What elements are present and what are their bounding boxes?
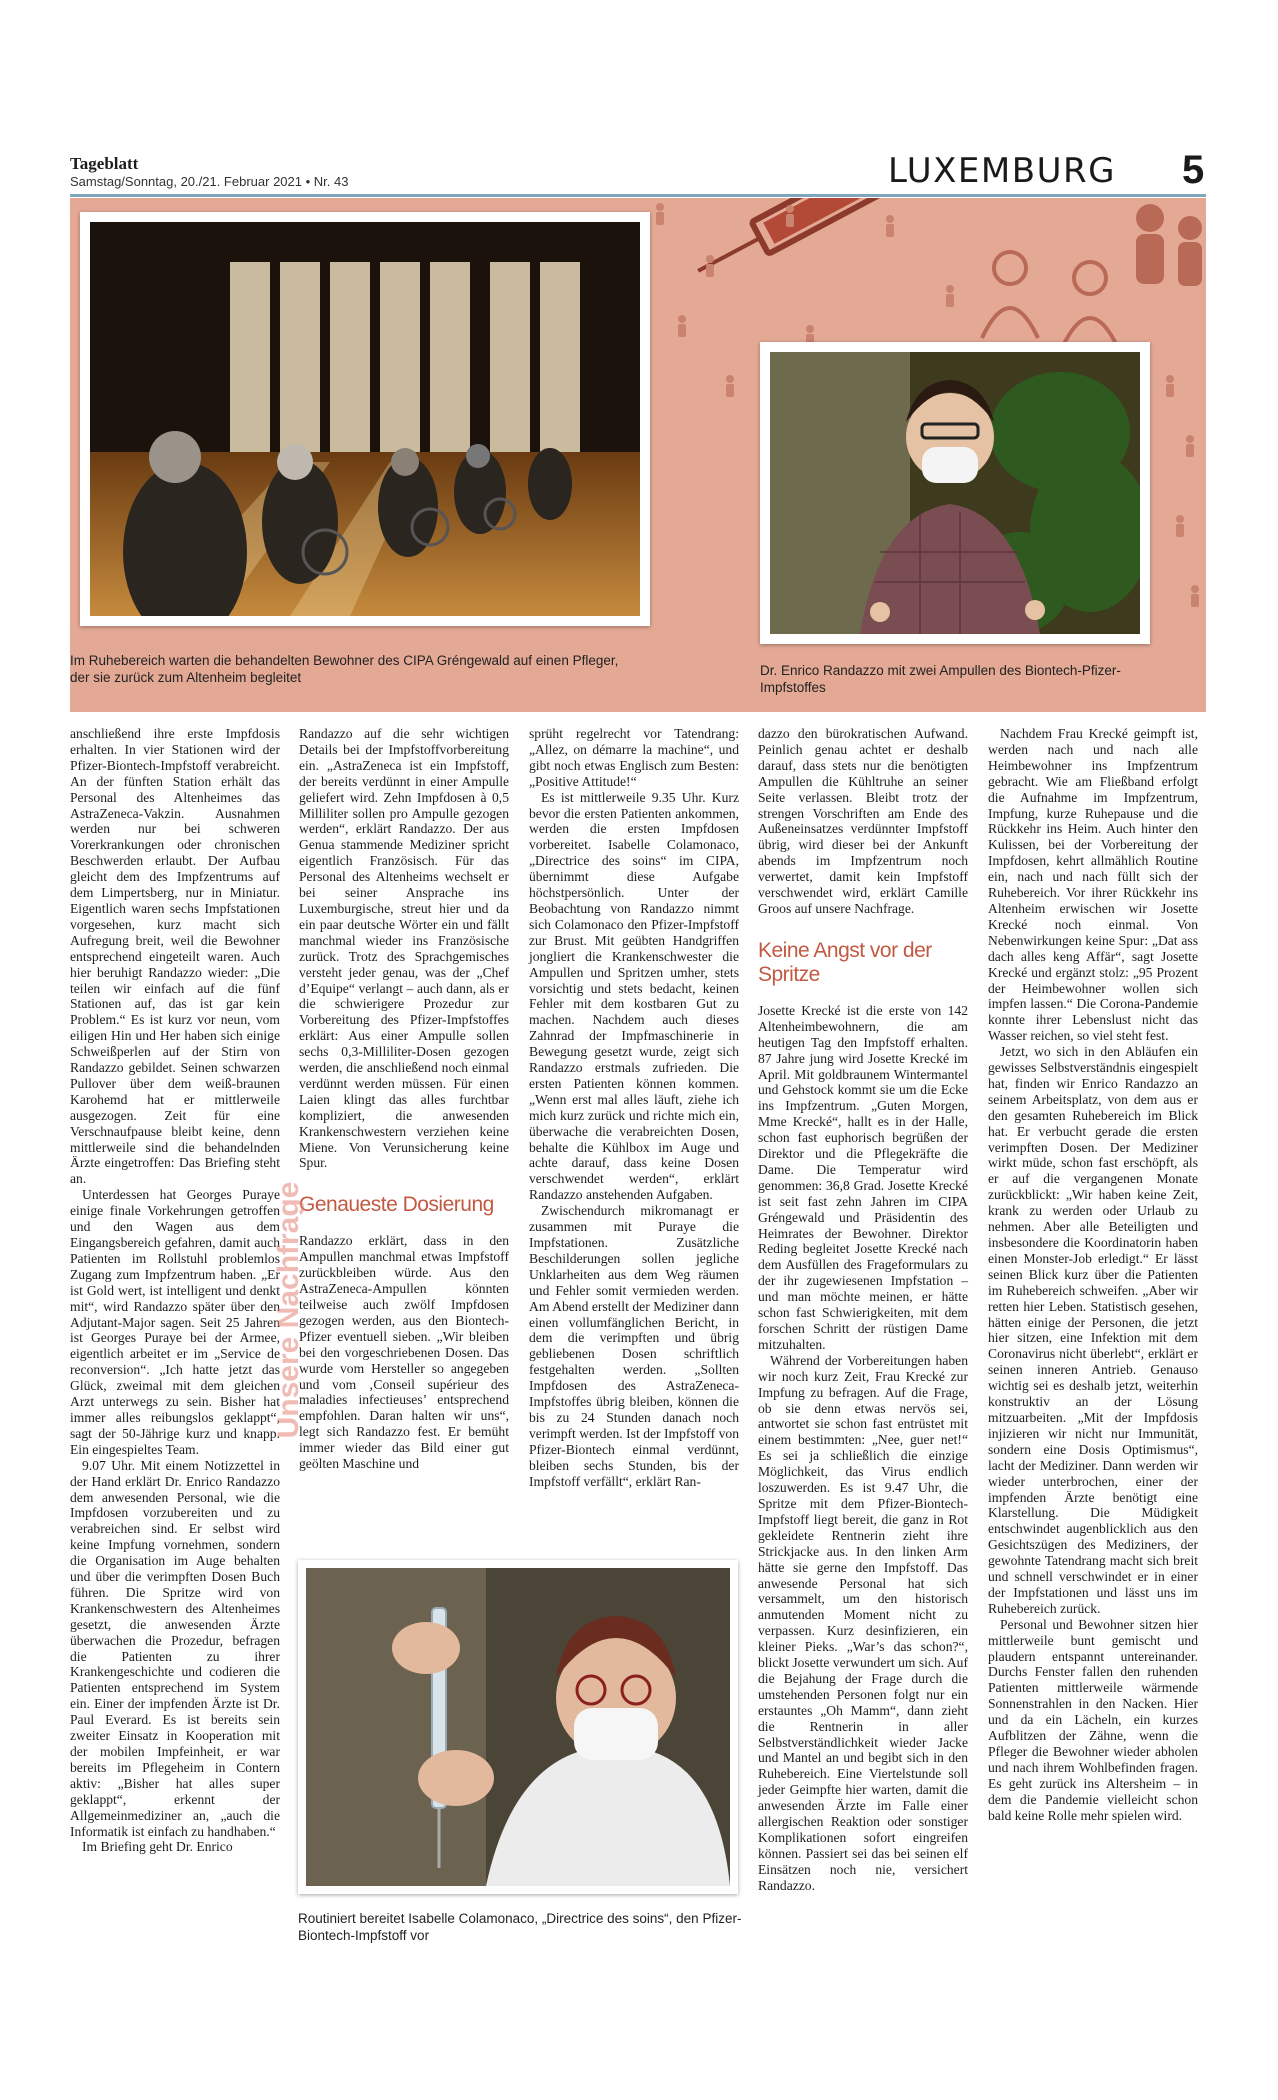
page-number: 5: [1182, 148, 1205, 192]
paragraph: Unterdessen hat Georges Puraye einige finale Vorkehrungen getroffen und den Wagen aus dem Eingangsbereich gefahren, damit auch Patienten im Rollstuhl problemlos Zugang zum Impfzentrum haben. „Er ist Gold wert, ist intelligent und denkt mit“, wird Randazzo später über den Adjutant-Major sagen. Seit 25 Jahren ist Georges Puraye bei der Armee, eigentlich arbeitet er im „Service de reconversion“. „Ich hatte jetzt das Glück, zweimal mit dem gleichen Arzt unterwegs zu sein. Bisher hat immer alles reibungslos geklappt“, sagt der 50-Jährige kurz und knapp. Ein eingespieltes Team.: [70, 1187, 280, 1457]
paragraph: Jetzt, wo sich in den Abläufen ein gewisses Selbstverständnis eingespielt hat, finden wir Enrico Randazzo an seinem Arbeitsplatz, von dem aus er den gesamten Ruhebereich im Blick hat. Er verbucht gerade die ersten verimpften Dosen. Der Mediziner wirkt müde, schon fast erschöpft, als er auf die vergangenen Monate zurückblickt: „Wir haben keine Zeit, krank zu werden oder Urlaub zu nehmen. Aber alle Beteiligten und insbesondere die Koordinatorin haben einen Monster-Job erledigt.“ Er lässt seinen Blick kurz über die Patienten im Ruhebereich schweifen. „Aber wir retten hier Leben. Statistisch gesehen, hätten einige der Personen, die jetzt hier sitzen, eine Infektion mit dem Coronavirus nicht überlebt“, erklärt er seinen inneren Antrieb. Genauso wichtig sei es deshalb jetzt, weiterhin konstruktiv an der Lösung mitzuarbeiten. „Mit der Impfdosis injizieren wir nicht nur Immunität, sondern eine Dosis Optimismus“, lacht der Mediziner. Dann werden wir wieder unterbrochen, einer der impfenden Ärzte benötigt eine Klarstellung. Die Müdigkeit entschwindet augenblicklich aus den Gesichtszügen des Mediziners, der gewohnte Tatendrang macht sich breit und schnell verschwindet er in einer der Impfstationen und lässt uns im Ruhebereich zurück.: [988, 1044, 1198, 1616]
subheading-keine-angst: Keine Angst vor der Spritze: [758, 938, 932, 986]
paragraph: dazzo den bürokratischen Aufwand. Peinlich genau achtet er deshalb darauf, dass stets nur die benötigten Ampullen die Kühltruhe an seiner Seite verlassen. Bleibt trotz der strengen Vorschriften am Ende des Außeneinsatzes verdünnter Impfstoff übrig, wird dieser bei der Ankunft abends im Impfzentrum noch verwertet, damit kein Impfstoff verschwendet wird, erklärt Camille Groos auf unsere Nachfrage.: [758, 726, 968, 916]
photo-nurse: [298, 1560, 738, 1894]
syringe-icon: [688, 198, 1035, 290]
newspaper-name: Tageblatt: [70, 154, 139, 173]
paragraph: anschließend ihre erste Impfdosis erhalten. In vier Stationen wird der Pfizer-Biontech-Impfstoff verabreicht. An der fünften Station erhält das Personal des Altenheimes das AstraZeneca-Vakzin. Ausnahmen werden nur bei schweren Vorerkrankungen oder chronischen Beschwerden erlaubt. Der Aufbau gleicht dem des Impfzentrums auf dem Limpertsberg, nur in Miniatur. Eigentlich waren sechs Impfstationen vorgesehen, kurz macht sich Aufregung breit, weil die Bewohner entsprechend eingeteilt waren. Auch hier beruhigt Randazzo wieder: „Die teilen wir einfach auf die fünf Stationen auf, das ist gar kein Problem.“ Es ist kurz vor neun, vom eiligen Hin und Her haben sich einige Schweißperlen auf der Stirn von Randazzo gebildet. Seinen schwarzen Pullover über dem weiß-braunen Karohemd hat er mittlerweile ausgezogen. Zeit für eine Verschnaufpause bleibt keine, denn mittlerweile sind die behandelnden Ärzte eingetroffen: Das Briefing steht an.: [70, 726, 280, 1187]
article-column-3: [529, 726, 739, 1490]
paragraph: Es ist mittlerweile 9.35 Uhr. Kurz bevor die ersten Patienten ankommen, werden die ersten Impfdosen vorbereitet. Isabelle Colamonaco, „Directrice des soins“ im CIPA, übernimmt diese Aufgabe höchstpersönlich. Unter der Beobachtung von Randazzo nimmt sich Colamonaco den Pfizer-Impfstoff zur Brust. Mit geübten Handgriffen jongliert die Krankenschwester die Ampullen und Spritzen umher, stets vorsichtig und stets bedacht, keinen Fehler mit dem kostbaren Gut zu machen. Nachdem auch dieses Zahnrad der Impfmaschinerie in Bewegung gesetzt wurde, zeigt sich Randazzo erstmals zufrieden. Die ersten Patienten können kommen. „Wenn erst mal alles läuft, ziehe ich mich kurz zurück und richte mich ein, überwache die verabreichten Dosen, behalte die Kühlbox im Auge und achte darauf, dass keine Dosen verschwendet werden“, erklärt Randazzo anstehenden Aufgaben.: [529, 789, 739, 1203]
issue-date: Samstag/Sonntag, 20./21. Februar 2021 • Nr. 43: [70, 174, 349, 189]
caption-resting-area: Im Ruhebereich warten die behandelten Bewohner des CIPA Gréngewald auf einen Pfleger, der sie zurück zum Altenheim begleitet: [70, 653, 619, 685]
doctor-portrait-photo-icon: [770, 352, 1140, 634]
paragraph: Im Briefing geht Dr. Enrico: [82, 1839, 233, 1855]
resting-area-photo-icon: [90, 222, 640, 616]
paragraph: 9.07 Uhr. Mit einem Notizzettel in der Hand erklärt Dr. Enrico Randazzo dem anwesenden Personal, wie die Impfdosen vorzubereiten und zu verabreichen sind. Er selbst wird keine Impfung vornehmen, sondern die Organisation im Auge behalten und über die verimpften Dosen Buch führen. Die Spritze wird von Krankenschwestern des Altenheimes gesetzt, die anwesenden Ärzte überwachen die Prozedur, befragen die Patienten zu ihrer Krankengeschichte und codieren die Patienten entsprechend im System ein. Einer der impfenden Ärzte ist Dr. Paul Everard. Es ist bereits sein zweiter Einsatz in Kooperation mit der mobilen Impfeinheit, er war bereits im Pflegeheim in Contern aktiv: „Bisher hat alles super geklappt“, erkennt der Allgemeinmediziner an, „auch die Informatik ist einfach zu handhaben.“: [70, 1457, 280, 1839]
stamp-icon: [258, 1160, 338, 1460]
paragraph: Nachdem Frau Krecké geimpft ist, werden nach und nach alle Heimbewohner ins Impfzentrum gebracht. Wie am Fließband erfolgt die Aufnahme im Impfzentrum, Impfung, kurze Ruhepause und die Rückkehr ins Heim. Auch hinter den Kulissen, bei der Vorbereitung der Impfdosen, kehrt allmählich Routine ein, nach und nach füllt sich der Ruhebereich. Vor ihrer Rückkehr ins Altenheim erwischen wir Josette Krecké noch einmal. Von Nebenwirkungen keine Spur: „Dat ass dach alles keng Affär“, sagt Josette Krecké und ergänzt stolz: „95 Prozent der Heimbewohner wollen sich impfen lassen.“ Die Corona-Pandemie konnte ihrer Lebenslust nicht das Wasser reichen, so viel steht fest.: [988, 726, 1198, 1044]
paragraph: Randazzo auf die sehr wichtigen Details bei der Impfstoffvorbereitung ein. „AstraZeneca ist ein Impfstoff, der bereits verdünnt in einer Ampulle geliefert wird. Zehn Impfdosen à 0,5 Milliliter sollen pro Ampulle gezogen werden“, erklärt Randazzo. Der aus Genua stammende Mediziner spricht eigentlich Französisch. Für das Personal des Altenheims wechselt er bei seiner Ansprache ins Luxemburgische, streut hier und da ein paar deutsche Wörter ein und fällt manchmal wieder ins Französische zurück. Trotz des Sprachgemisches versteht jeder genau, was der „Chef d’Equipe“ verlangt – auch dann, als er die schwierigere Prozedur zur Vorbereitung des Pfizer-Impfstoffes erklärt: Aus einer Ampulle sollen sechs 0,3-Milliliter-Dosen gezogen werden, die anschließend noch einmal verdünnt werden müssen. Für einen Laien klingt das alles furchtbar kompliziert, die anwesenden Krankenschwestern verziehen keine Miene. Von Verunsicherung keine Spur.: [299, 726, 509, 1171]
paragraph: Personal und Bewohner sitzen hier mittlerweile bunt gemischt und plaudern entspannt untereinander. Durchs Fenster fallen den ruhenden Patienten mittlerweile wärmende Sonnenstrahlen in den Nacken. Hier und da ein Lächeln, ein kurzes Aufblitzen der Zähne, wenn die Pfleger die Bewohner wieder abholen und nach ihrem Wohlbefinden fragen. Es geht zurück ins Altersheim – in dem die Pandemie vielleicht schon bald keine Rolle mehr spielen wird.: [988, 1616, 1198, 1823]
caption-nurse: Routiniert bereitet Isabelle Colamonaco, „Directrice des soins“, den Pfizer-Biontech-Impfstoff vor: [298, 1911, 742, 1943]
paragraph: Randazzo erklärt, dass in den Ampullen manchmal etwas Impfstoff zurückbleiben würde. Aus den AstraZeneca-Ampullen könnten teilweise auch zwölf Impfdosen gezogen werden, aus den Biontech-Pfizer eventuell sieben. „Wir bleiben bei den vorgeschriebenen Dosen. Das wurde vom Hersteller so angegeben und vom ‚Conseil supérieur des maladies infectieuses’ entsprechend empfohlen. Daran halten wir uns“, legt sich Randazzo fest. Er bemüht immer wieder das Bild einer gut geölten Maschine und: [299, 1233, 509, 1472]
nurse-syringe-photo-icon: [306, 1568, 730, 1886]
article-column-4: [758, 726, 968, 1894]
article-column-5: [988, 726, 1198, 1824]
svg-text:Unsere Nachfrage: Unsere Nachfrage: [272, 1181, 305, 1439]
header-rule: [70, 194, 1206, 197]
stamp-watermark: [258, 1160, 338, 1460]
caption-doctor: Dr. Enrico Randazzo mit zwei Ampullen des Biontech-Pfizer-Impfstoffes: [760, 663, 1121, 695]
article-column-1: [70, 726, 280, 1855]
paragraph: sprüht regelrecht vor Tatendrang: „Allez, on démarre la machine“, und gibt noch etwas Englisch zum Besten: „Positive Attitude!“: [529, 726, 739, 789]
subheading-genaueste-dosierung: Genaueste Dosierung: [299, 1193, 494, 1217]
paragraph: Während der Vorbereitungen haben wir noch kurz Zeit, Frau Krecké zur Impfung zu befragen. Auf die Frage, ob sie denn etwas nervös sei, antwortet sie schon fast entrüstet mit einem bestimmten: „Nee, guer net!“ Es sei ja schließlich die einzige Möglichkeit, das Virus endlich loszuwerden. Es ist 9.47 Uhr, die Spritze mit dem Pfizer-Biontech-Impfstoff liegt bereit, die ganz in Rot gekleidete Rentnerin zieht ihre Strickjacke aus. In den linken Arm hätte sie gerne den Impfstoff. Das anwesende Personal hat sich versammelt, um den historisch anmutenden Moment nicht zu verpassen. Kurz desinfizieren, ein kleiner Pieks. „War’s das schon?“, blickt Josette verwundert um sich. Auf die Bejahung der Frage durch die umstehenden Personen folgt nur ein erstauntes „Oh Mamm“, dann zieht die Rentnerin in aller Selbstverständlichkeit wieder Jacke und Mantel an und begibt sich in den Ruhebereich. Eine Viertelstunde soll jeder Geimpfte hier warten, damit die anwesenden Ärzte im Falle einer allergischen Reaktion oder sonstiger Komplikationen sofort eingreifen können. Passiert sei das bei seinen elf Einsätzen noch nie, versichert Randazzo.: [758, 1352, 968, 1893]
photo-doctor: [760, 342, 1150, 644]
paragraph: Josette Krecké ist die erste von 142 Altenheimbewohnern, die am heutigen Tag den Impfstoff erhalten. 87 Jahre jung wird Josette Krecké im April. Mit goldbraunem Wintermantel und Gehstock kommt sie um die Ecke ins Impfzentrum. „Guten Morgen, Mme Krecké“, hallt es in der Halle, schon fast euphorisch begrüßen der Direktor und die Pflegekräfte die Dame. Die Temperatur wird genommen: 36,8 Grad. Josette Krecké ist seit fast zehn Jahren im CIPA Gréngewald und Präsidentin des Heimrates der Bewohner. Direktor Reding begleitet Josette Krecké nach dem Ausfüllen des Frageformulars zu der ihr zugewiesenen Impfstation – und man möchte meinen, er hätte schon fast Schwierigkeiten, mit dem forschen Schritt der rüstigen Dame mitzuhalten.: [758, 1002, 968, 1352]
photo-resting-area: [80, 212, 650, 626]
paragraph: Zwischendurch mikromanagt er zusammen mit Puraye die Impfstationen. Zusätzliche Beschilderungen sollen jegliche Unklarheiten aus dem Weg räumen und Fehler somit vermieden werden. Am Abend erstellt der Mediziner dann einen vollumfänglichen Bericht, in dem die verimpften und übrig gebliebenen Dosen schriftlich festgehalten werden. „Sollten Impfdosen des AstraZeneca-Impfstoffes übrig bleiben, können die bis zu 24 Stunden danach noch verimpft werden. Ist der Impfstoff von Pfizer-Biontech einmal verdünnt, bleiben sechs Stunden, bis der Impfstoff verfällt“, erklärt Ran-: [529, 1203, 739, 1489]
section-title: LUXEMBURG: [888, 151, 1116, 191]
